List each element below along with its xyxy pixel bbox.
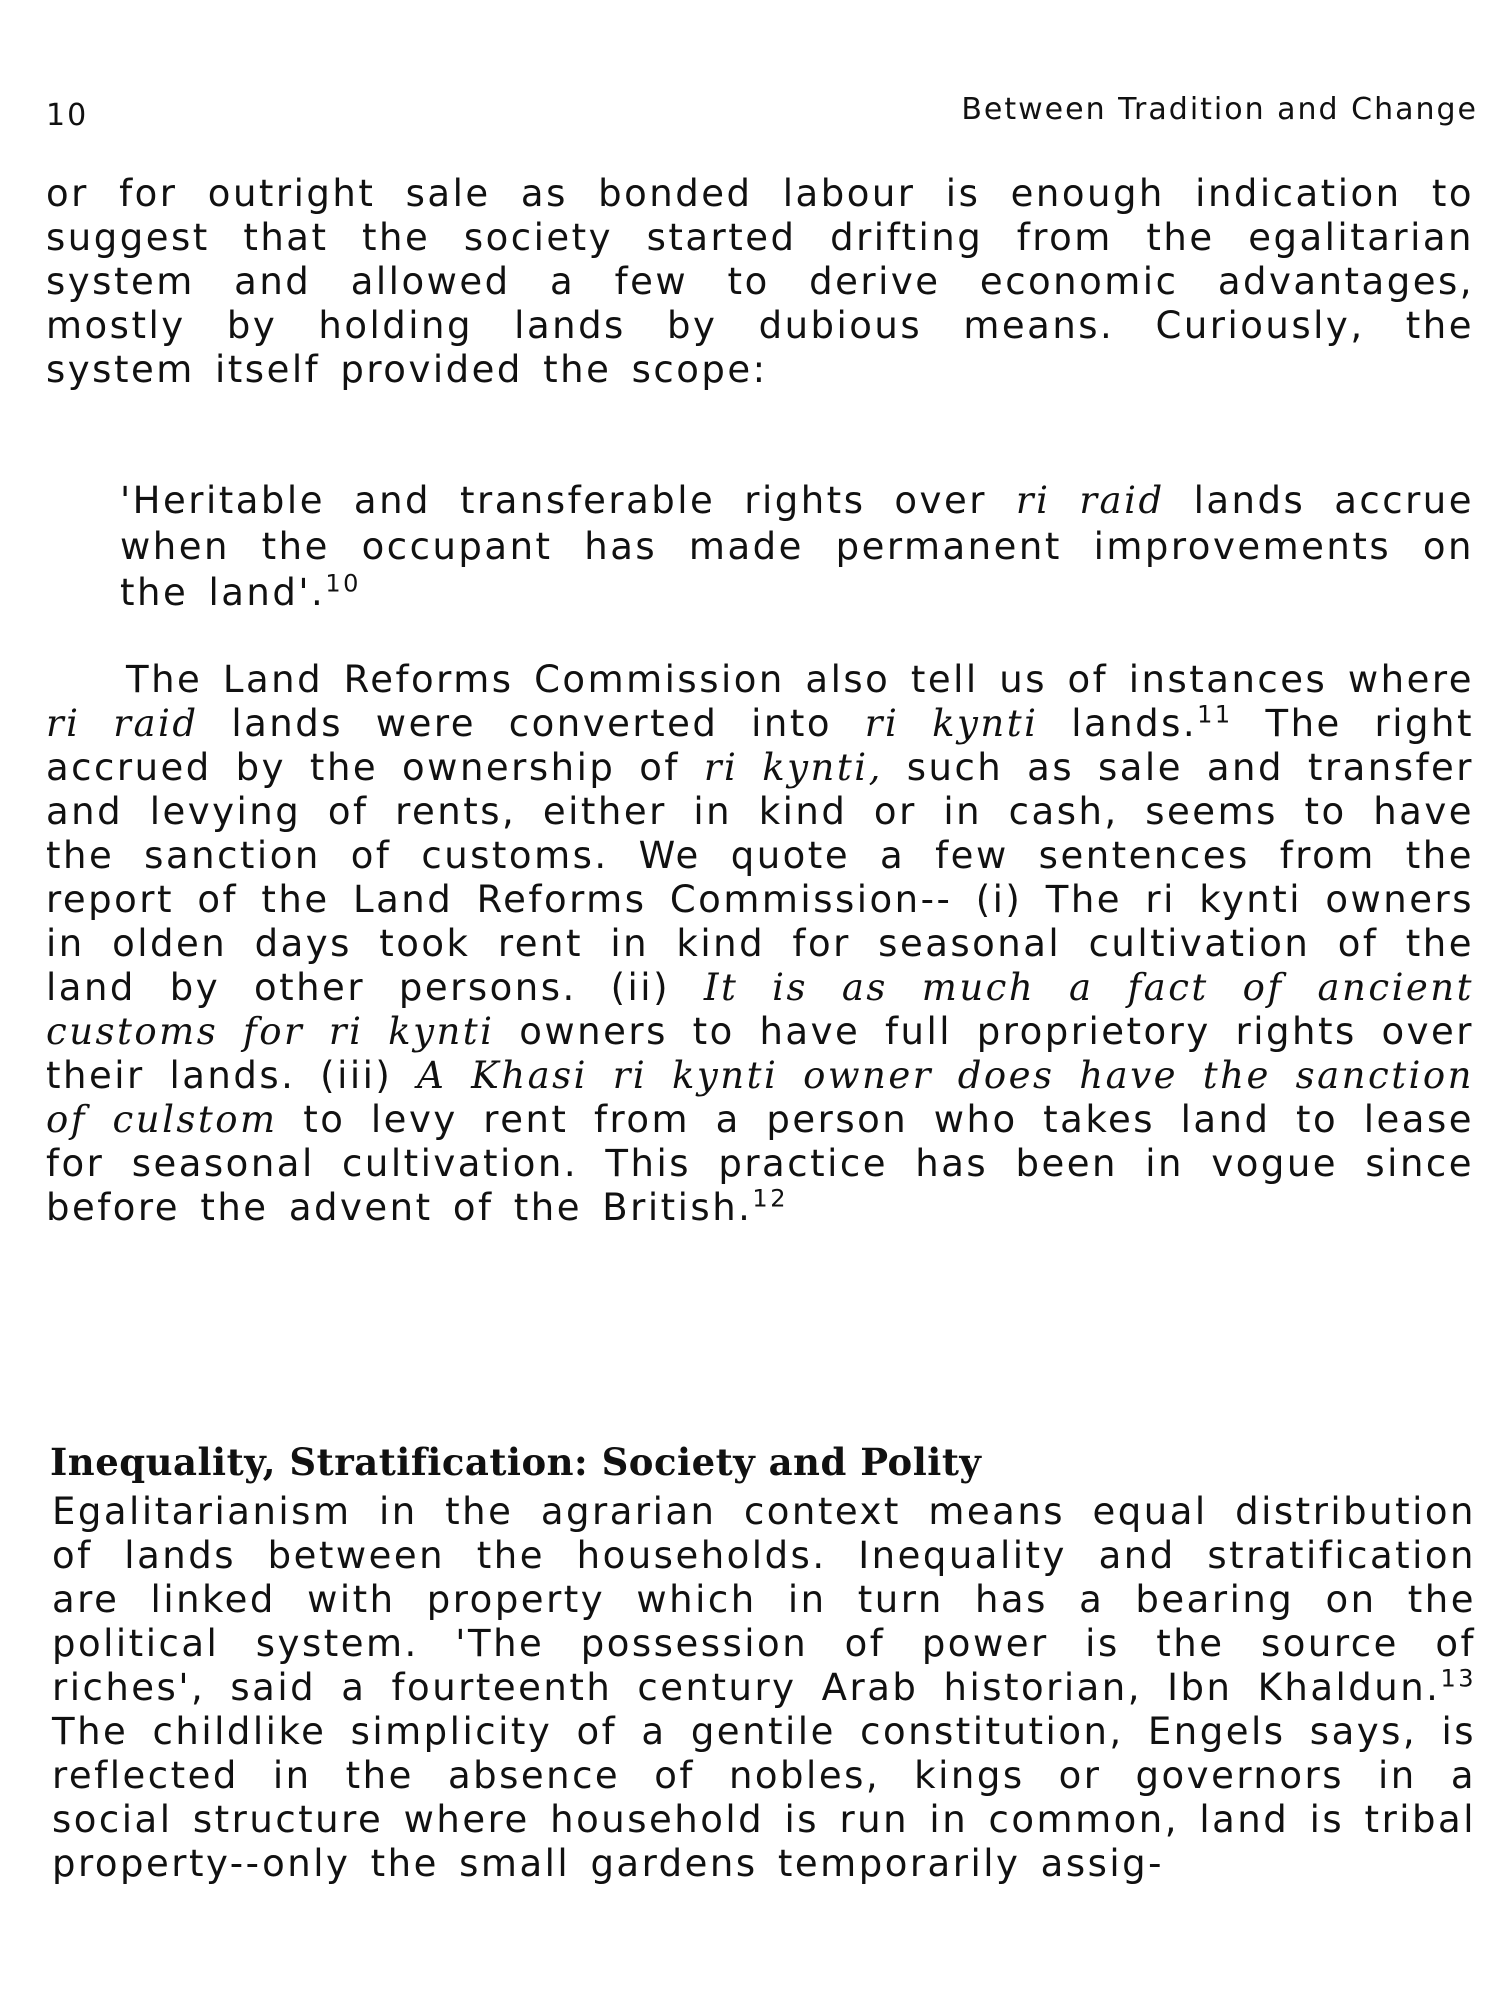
paragraph-1-text: or for outright sale as bonded labour is enough indication to suggest that the society started drifting from the egalitarian system and allowed a few to derive economic advantages, mostly by holding lands by dubious means. Curiously, the system itself provided the scope: bbox=[46, 172, 1474, 391]
p2-text-5: such as sale and transfer and levying of rents, either in kind or in cash, seems to have the sanction of customs. We quote a few sentences from the report of the Land Reforms Commission-- (i) The ri kynti owners in olden days took rent in kind for seasonal cultivation of the land by other persons. (ii) bbox=[46, 746, 1474, 1009]
quote-text-2: lands accrue when the occupant has made permanent improvements on the land'. bbox=[120, 479, 1475, 614]
p2-italic-3: ri kynti, bbox=[703, 746, 883, 789]
p2-text-4: The right accrued by the ownership of bbox=[46, 702, 1474, 789]
p2-italic-5: A Khasi ri kynti owner does have the sanction of culstom bbox=[46, 1054, 1474, 1141]
quote-italic-term: ri raid bbox=[1015, 479, 1165, 522]
p2-text-6: owners to have full proprietory rights over their lands. (iii) bbox=[46, 1010, 1474, 1097]
p2-text-7: to levy rent from a person who takes land to lease for seasonal cultivation. This practice has been in vogue since before the advent of the British. bbox=[46, 1098, 1474, 1229]
p2-text-1: The Land Reforms Commission also tell us of instances where bbox=[126, 658, 1474, 701]
p2-text-2: lands were converted into bbox=[198, 702, 865, 745]
paragraph-2 bbox=[46, 658, 1474, 1230]
running-title: Between Tradition and Change bbox=[961, 92, 1478, 127]
page-header bbox=[46, 92, 1478, 132]
section-heading: Inequality, Stratification: Society and Polity bbox=[50, 1440, 982, 1484]
p2-italic-2: ri kynti bbox=[864, 702, 1039, 745]
p3-text-1: Egalitarianism in the agrarian context means equal distribution of lands between the households. Inequality and stratification are linked with property which in turn has a bearing on the political system. 'The possession of power is the source of riches', said a fourteenth century Arab historian, Ibn Khaldun. bbox=[52, 1490, 1476, 1709]
footnote-marker-11: 11 bbox=[1197, 700, 1233, 729]
footnote-marker-10: 10 bbox=[325, 569, 361, 598]
footnote-marker-13: 13 bbox=[1440, 1664, 1476, 1693]
p2-text-3: lands. bbox=[1038, 702, 1198, 745]
block-quote bbox=[120, 478, 1474, 616]
page-number: 10 bbox=[46, 98, 89, 133]
paragraph-1 bbox=[46, 172, 1474, 392]
footnote-marker-12: 12 bbox=[752, 1184, 788, 1213]
quote-text-1: 'Heritable and transferable rights over bbox=[120, 479, 1016, 522]
p2-italic-1: ri raid bbox=[46, 702, 199, 745]
paragraph-3 bbox=[52, 1490, 1476, 1886]
p2-italic-4: It is as much a fact of ancient customs for ri kynti bbox=[46, 966, 1474, 1053]
p3-text-2: The childlike simplicity of a gentile constitution, Engels says, is reflected in the absence of nobles, kings or governors in a social structure where household is run in common, land is tribal property--only the small gardens temporarily assig- bbox=[52, 1710, 1476, 1885]
